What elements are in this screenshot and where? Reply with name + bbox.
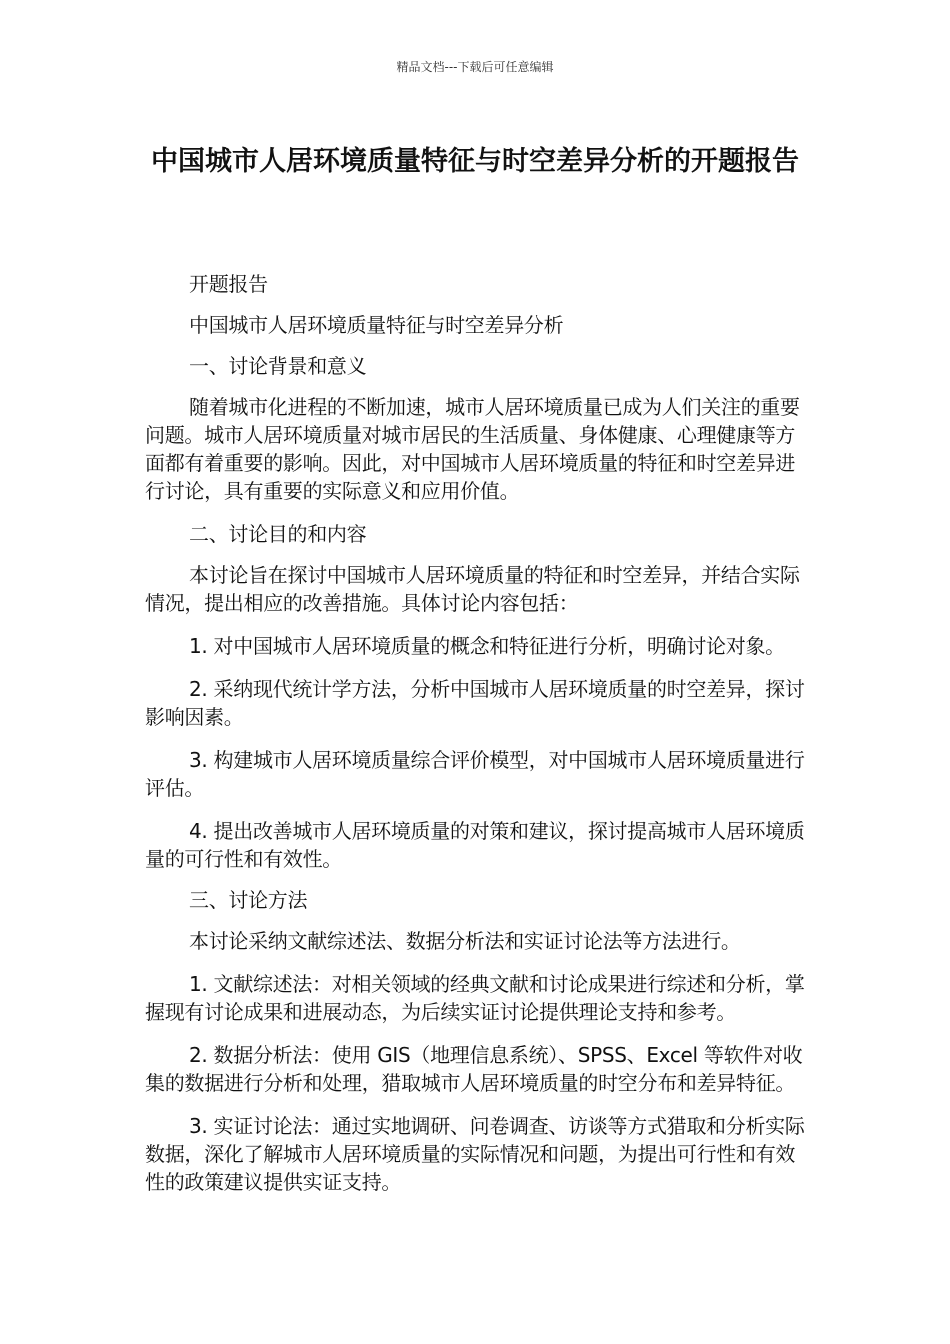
section-heading-methods: 三、讨论方法 [189,888,308,912]
section-heading-background: 一、讨论背景和意义 [189,354,367,378]
list-item-method-2: 2. 数据分析法：使用 GIS（地理信息系统）、SPSS、Excel 等软件对收集的数据进行分析和处理，猎取城市人居环境质量的时空分布和差异特征。 [145,1043,803,1095]
document-body [145,270,813,1196]
paragraph-methods: 本讨论采纳文献综述法、数据分析法和实证讨论法等方法进行。 [189,929,741,953]
list-item-objective-3: 3. 构建城市人居环境质量综合评价模型，对中国城市人居环境质量进行评估。 [145,748,805,800]
list-item-objective-1: 1. 对中国城市人居环境质量的概念和特征进行分析，明确讨论对象。 [189,634,785,658]
list-item-method-1: 1. 文献综述法：对相关领域的经典文献和讨论成果进行综述和分析，掌握现有讨论成果和进展动态，为后续实证讨论提供理论支持和参考。 [145,972,805,1024]
section-heading-objectives: 二、讨论目的和内容 [189,522,367,546]
paragraph-background: 随着城市化进程的不断加速，城市人居环境质量已成为人们关注的重要问题。城市人居环境质量对城市居民的生活质量、身体健康、心理健康等方面都有着重要的影响。因此，对中国城市人居环境质量的特征和时空差异进行讨论，具有重要的实际意义和应用价值。 [145,395,800,503]
page-header-note: 精品文档---下载后可任意编辑 [396,60,554,74]
paragraph-report-label: 开题报告 [189,272,268,296]
paragraph-subtitle: 中国城市人居环境质量特征与时空差异分析 [189,313,564,337]
list-item-method-3: 3. 实证讨论法：通过实地调研、问卷调查、访谈等方式猎取和分析实际数据，深化了解城市人居环境质量的实际情况和问题，为提出可行性和有效性的政策建议提供实证支持。 [145,1114,805,1194]
document-title: 中国城市人居环境质量特征与时空差异分析的开题报告 [151,146,799,177]
list-item-objective-4: 4. 提出改善城市人居环境质量的对策和建议，探讨提高城市人居环境质量的可行性和有效性。 [145,819,805,871]
list-item-objective-2: 2. 采纳现代统计学方法，分析中国城市人居环境质量的时空差异，探讨影响因素。 [145,677,805,729]
paragraph-objectives: 本讨论旨在探讨中国城市人居环境质量的特征和时空差异，并结合实际情况，提出相应的改善措施。具体讨论内容包括： [145,563,800,615]
